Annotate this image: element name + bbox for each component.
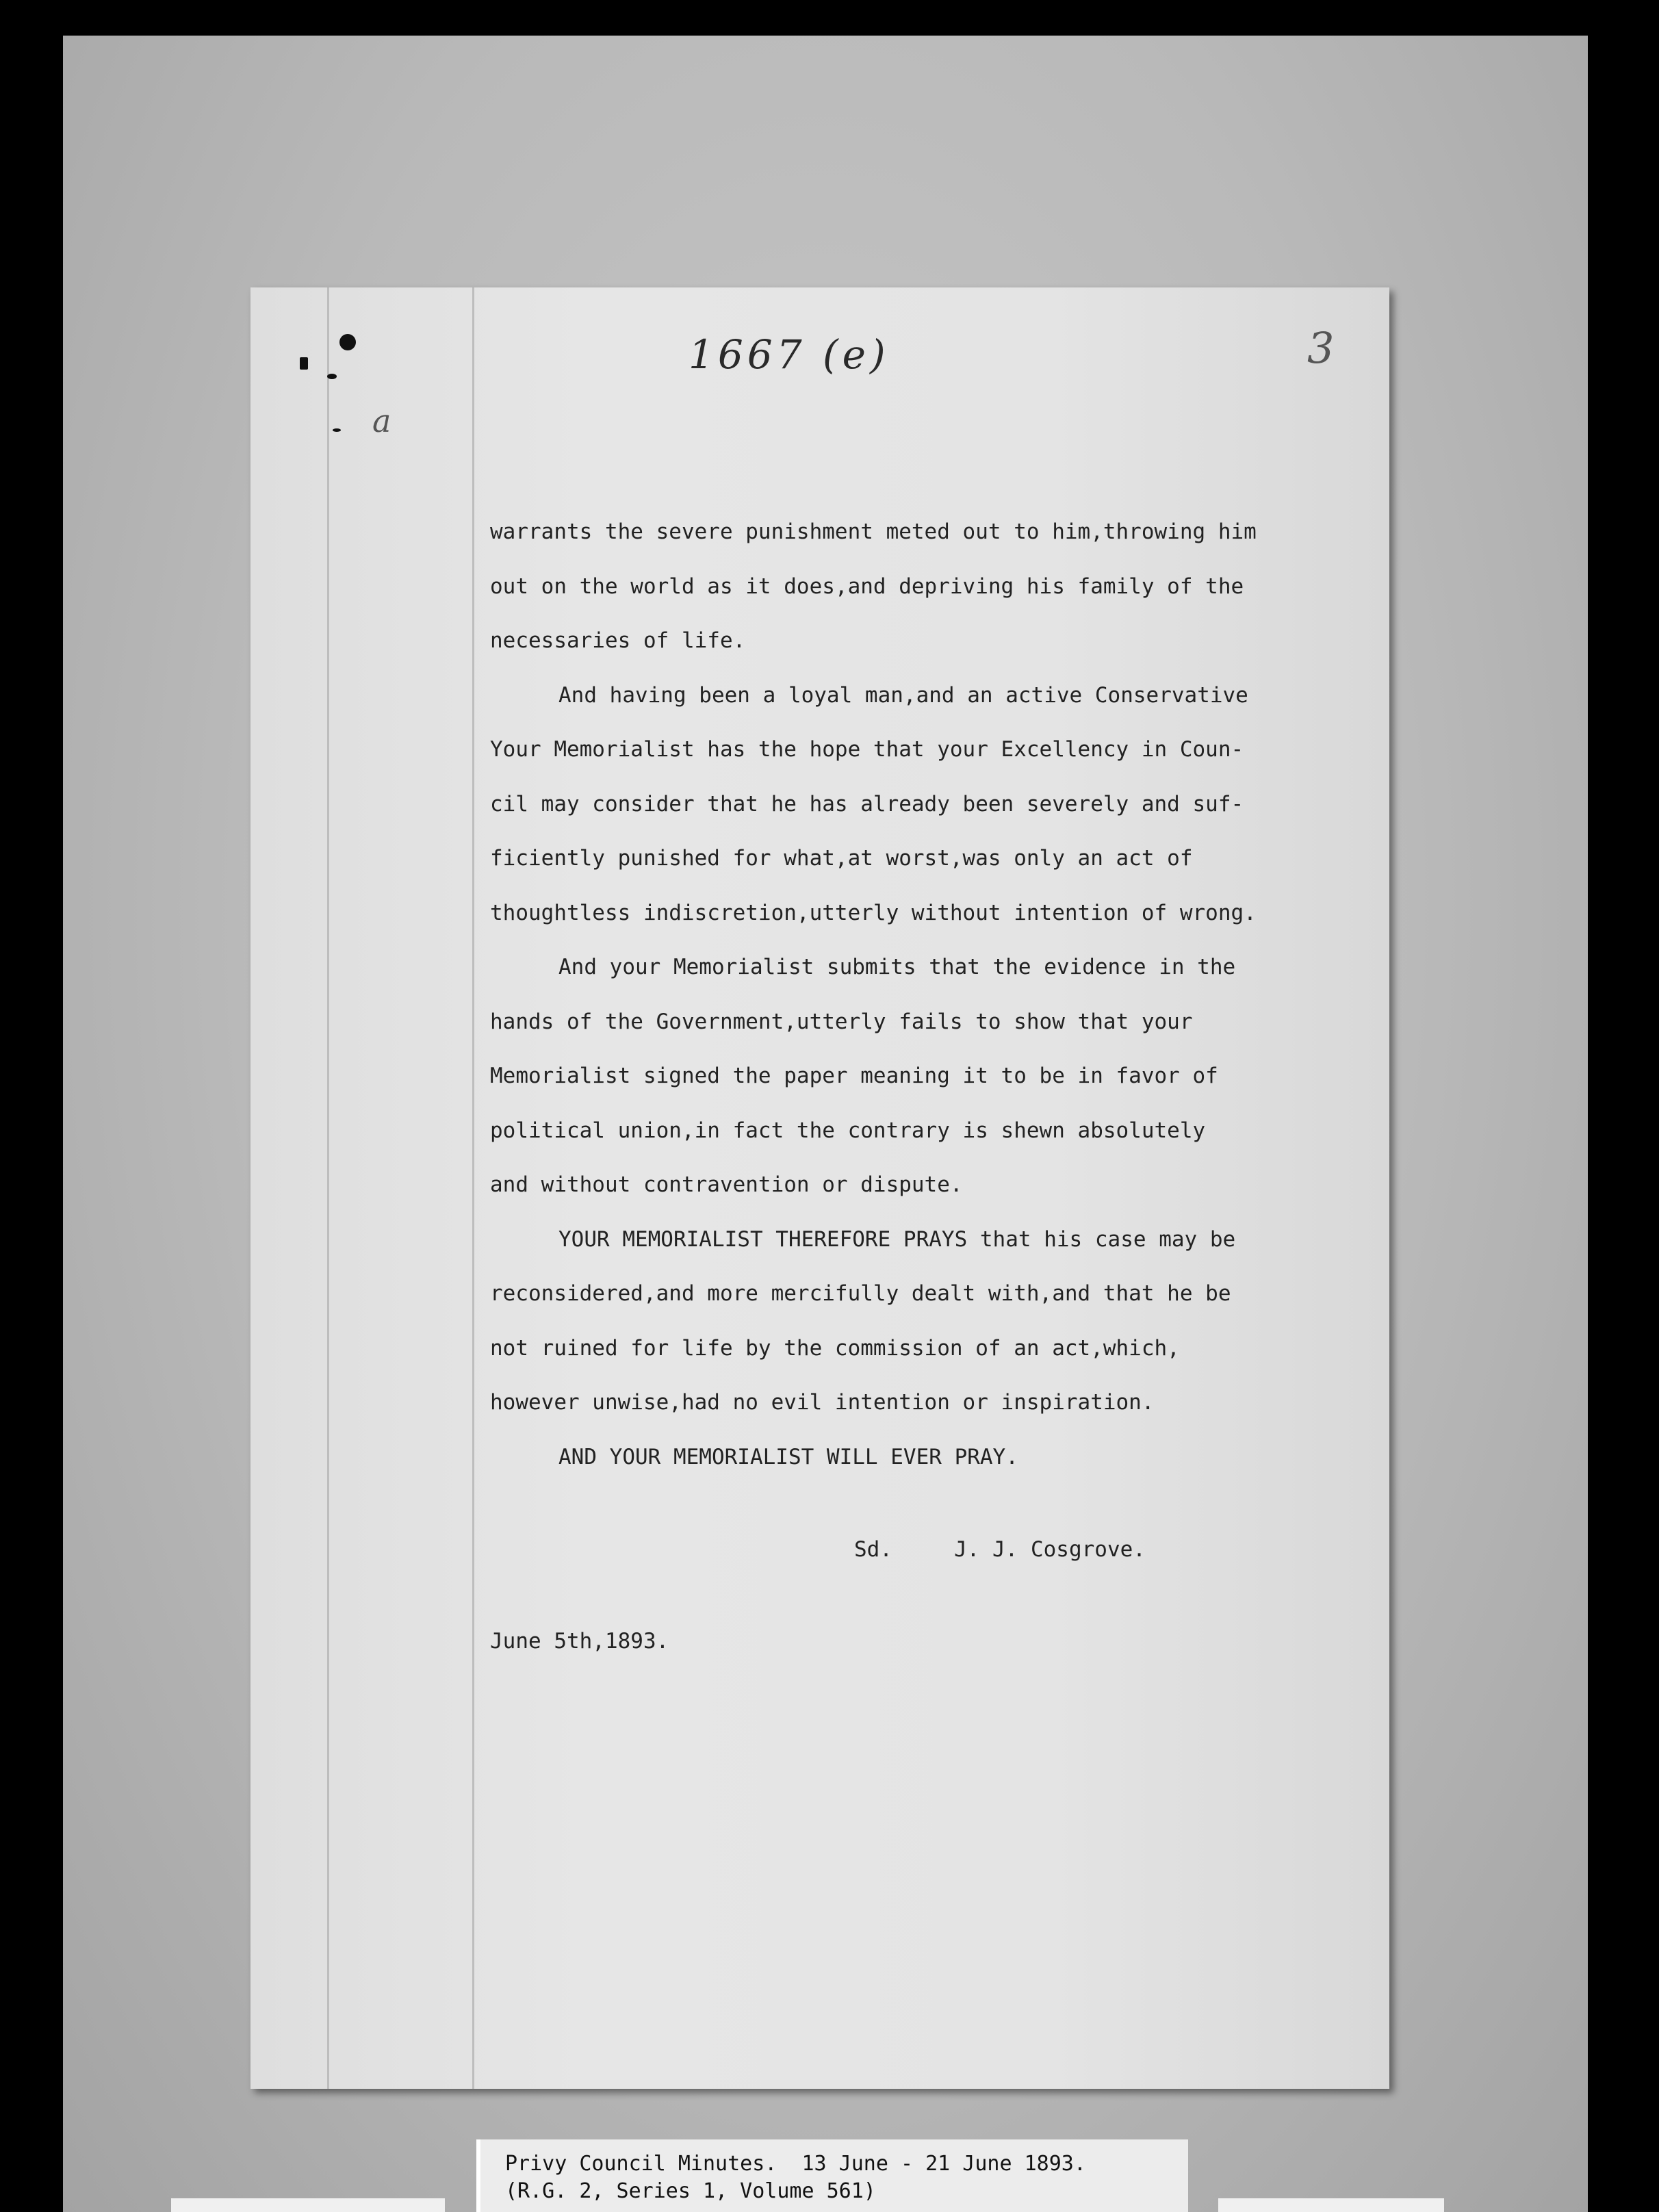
caption-title: Privy Council Minutes. 13 June - 21 June 1893.: [505, 2152, 1086, 2176]
signature-block: [777, 1513, 1146, 1586]
body-line: cil may consider that he has already been severely and suf-: [490, 791, 1244, 816]
memorial-body-text: [490, 505, 1339, 1484]
body-line: reconsidered,and more mercifully dealt with,and that he be: [490, 1281, 1231, 1306]
body-line: not ruined for life by the commission of an act,which,: [490, 1335, 1180, 1361]
margin-annotation: a: [372, 402, 391, 439]
ink-mark: [300, 357, 308, 370]
body-line: And having been a loyal man,and an active Conservative: [558, 682, 1248, 708]
signature-label: Sd.: [853, 1537, 892, 1562]
film-edge-right: [1218, 2198, 1444, 2212]
body-line: Your Memorialist has the hope that your Excellency in Coun-: [490, 737, 1244, 762]
margin-rule-left: [327, 287, 329, 2089]
body-line: Memorialist signed the paper meaning it to be in favor of: [490, 1064, 1218, 1088]
film-edge-left: [171, 2198, 445, 2212]
body-line: however unwise,had no evil intention or inspiration.: [490, 1390, 1155, 1415]
handwritten-page-number: 3: [1307, 323, 1335, 373]
ink-mark: [333, 428, 341, 432]
body-line: warrants the severe punishment meted out to him,throwing him: [490, 519, 1257, 544]
archive-caption: [476, 2139, 1188, 2212]
body-line: necessaries of life.: [490, 628, 746, 653]
document-date: June 5th,1893.: [490, 1629, 669, 1654]
ink-mark: [327, 374, 337, 379]
body-line: political union,in fact the contrary is shewn absolutely: [490, 1118, 1206, 1143]
punch-hole-mark: [339, 334, 356, 350]
caption-reference: (R.G. 2, Series 1, Volume 561): [505, 2179, 876, 2203]
body-line: AND YOUR MEMORIALIST WILL EVER PRAY.: [558, 1444, 1018, 1469]
body-line: And your Memorialist submits that the evidence in the: [558, 955, 1236, 979]
body-line: out on the world as it does,and depriving his family of the: [490, 574, 1244, 599]
body-line: thoughtless indiscretion,utterly without intention of wrong.: [490, 900, 1257, 925]
margin-rule-right: [472, 287, 474, 2089]
document-page: [250, 287, 1389, 2089]
handwritten-file-number: 1667 (e): [689, 331, 890, 378]
body-line: hands of the Government,utterly fails to show that your: [490, 1009, 1193, 1034]
signatory-name: J. J. Cosgrove.: [953, 1537, 1146, 1562]
body-line: ficiently punished for what,at worst,was only an act of: [490, 846, 1193, 871]
body-line: and without contravention or dispute.: [490, 1172, 963, 1197]
body-line: YOUR MEMORIALIST THEREFORE PRAYS that his case may be: [558, 1226, 1236, 1252]
